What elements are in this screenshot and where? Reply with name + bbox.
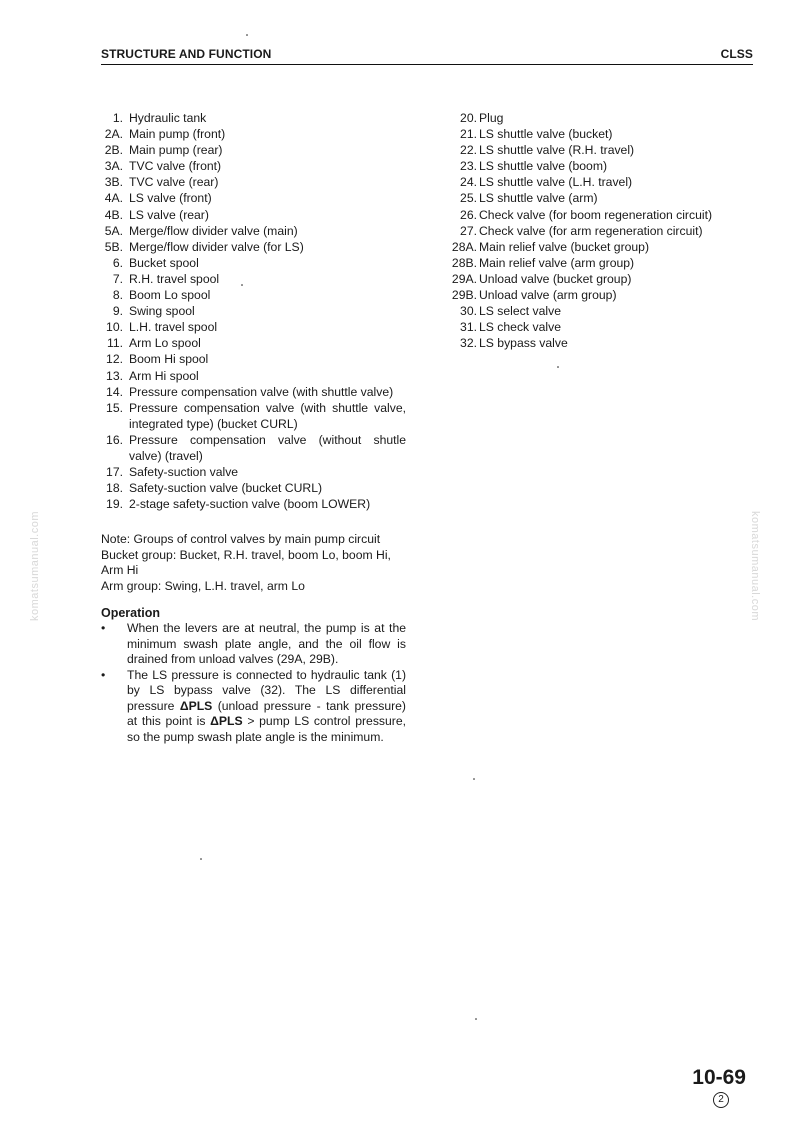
parts-list-item: [449, 174, 759, 190]
item-number: 2A.: [104, 127, 123, 142]
item-number: 5A.: [104, 223, 123, 238]
watermark-left: komatsumanual.com: [29, 511, 41, 621]
item-label: Plug: [479, 111, 504, 125]
bullet-text: (unload pressure - tank pressure) at this point is: [127, 698, 406, 729]
item-label: R.H. travel spool: [129, 271, 220, 286]
parts-list-item: [449, 303, 759, 319]
parts-list-item: [101, 174, 406, 190]
page-number: 10-69: [692, 1066, 746, 1089]
parts-list-item: [101, 432, 406, 464]
parts-list-item: [101, 480, 406, 496]
delta-pls-symbol: ΔPLS: [179, 698, 213, 713]
item-number: 15.: [106, 400, 123, 415]
item-label: LS valve (front): [129, 191, 212, 206]
parts-list-item: [449, 271, 759, 287]
parts-list-item: [449, 255, 759, 271]
item-label: Arm Lo spool: [129, 336, 201, 351]
item-label: Bucket spool: [129, 255, 199, 270]
item-number: 11.: [106, 336, 123, 351]
parts-list-item: [101, 142, 406, 158]
revision-mark: 2: [713, 1092, 729, 1108]
item-number: 3A.: [104, 159, 123, 174]
item-number: 12.: [106, 352, 123, 367]
parts-list-item: [449, 239, 759, 255]
bullet-dot: •: [101, 621, 106, 636]
item-label: TVC valve (rear): [129, 175, 219, 190]
item-number: 26.: [460, 207, 477, 222]
parts-list-item: [101, 496, 406, 512]
parts-list-item: [449, 110, 759, 126]
parts-list-item: [101, 271, 406, 287]
item-number: 19.: [106, 497, 123, 512]
parts-list-right: [449, 110, 759, 351]
item-number: 8.: [112, 288, 123, 303]
parts-list-item: [449, 142, 759, 158]
item-number: 28B.: [451, 255, 477, 270]
item-label: LS shuttle valve (boom): [479, 159, 608, 174]
item-number: 16.: [106, 432, 123, 447]
note-line: Note: Groups of control valves by main pump circuit: [101, 532, 381, 547]
section-title: STRUCTURE AND FUNCTION: [101, 47, 272, 61]
item-number: 22.: [460, 143, 477, 158]
delta-pls-symbol: ΔPLS: [210, 714, 243, 729]
item-label: Safety-suction valve: [129, 465, 239, 480]
item-label: Boom Lo spool: [129, 288, 211, 303]
bullet-text: The LS pressure is connected to hydraulic tank (1) by LS bypass valve (32). The LS differential pressure: [127, 667, 406, 713]
item-label: Unload valve (bucket group): [479, 271, 632, 286]
scan-speck: [473, 778, 475, 780]
item-number: 2B.: [104, 143, 123, 158]
parts-list-item: [449, 223, 759, 239]
bullet-text: When the levers are at neutral, the pump is at the minimum swash plate angle, and the oil flow is drained from unload valves (29A, 29B).: [127, 621, 406, 667]
parts-list-item: [101, 303, 406, 319]
note-block: [101, 532, 406, 594]
item-label: LS shuttle valve (bucket): [479, 127, 613, 142]
item-label: Main pump (front): [129, 127, 226, 142]
item-number: 4A.: [104, 191, 123, 206]
scan-speck: [557, 366, 559, 368]
parts-list-item: [101, 384, 406, 400]
operation-bullet: [101, 621, 406, 668]
item-number: 1.: [112, 111, 123, 125]
item-label: Arm Hi spool: [129, 368, 199, 383]
item-number: 14.: [106, 384, 123, 399]
item-number: 25.: [460, 191, 477, 206]
item-label: LS shuttle valve (arm): [479, 191, 598, 206]
parts-list-item: [449, 190, 759, 206]
parts-list-item: [101, 223, 406, 239]
parts-list-item: [449, 287, 759, 303]
item-number: 20.: [460, 111, 477, 125]
section-code: CLSS: [720, 47, 753, 61]
item-number: 6.: [112, 255, 123, 270]
parts-list-item: [449, 207, 759, 223]
parts-list-item: [101, 464, 406, 480]
item-label: Main pump (rear): [129, 143, 223, 158]
item-label: LS valve (rear): [129, 207, 209, 222]
note-line: Arm group: Swing, L.H. travel, arm Lo: [101, 578, 305, 593]
item-number: 32.: [460, 336, 477, 351]
item-label: Merge/flow divider valve (main): [129, 223, 298, 238]
item-label: Pressure compensation valve (without shutle valve) (travel): [129, 432, 406, 463]
scan-speck: [246, 34, 248, 36]
item-label: LS shuttle valve (L.H. travel): [479, 175, 633, 190]
item-number: 27.: [460, 223, 477, 238]
item-number: 18.: [106, 481, 123, 496]
page-header: [101, 46, 753, 65]
parts-list-item: [101, 255, 406, 271]
watermark-right: komatsumanual.com: [749, 511, 761, 621]
bullet-dot: •: [101, 667, 106, 682]
item-label: Main relief valve (bucket group): [479, 239, 650, 254]
item-number: 10.: [106, 320, 123, 335]
parts-list-item: [101, 400, 406, 432]
item-number: 24.: [460, 175, 477, 190]
item-label: Safety-suction valve (bucket CURL): [129, 481, 323, 496]
item-number: 23.: [460, 159, 477, 174]
item-label: Main relief valve (arm group): [479, 255, 635, 270]
parts-list-item: [449, 319, 759, 335]
item-label: Hydraulic tank: [129, 111, 207, 125]
item-number: 7.: [112, 271, 123, 286]
parts-list-item: [101, 126, 406, 142]
parts-list-item: [449, 126, 759, 142]
item-number: 17.: [106, 465, 123, 480]
parts-list-item: [101, 368, 406, 384]
item-label: LS check valve: [479, 320, 561, 335]
item-label: Merge/flow divider valve (for LS): [129, 239, 304, 254]
item-label: Check valve (for arm regeneration circuit): [479, 223, 703, 238]
scan-speck: [241, 284, 243, 286]
item-label: Unload valve (arm group): [479, 288, 617, 303]
parts-list-item: [101, 158, 406, 174]
note-line: Bucket group: Bucket, R.H. travel, boom Lo, boom Hi, Arm Hi: [101, 547, 391, 578]
item-label: Swing spool: [129, 304, 195, 319]
item-number: 29B.: [451, 288, 477, 303]
parts-list-item: [101, 319, 406, 335]
item-number: 21.: [460, 127, 477, 142]
item-label: Pressure compensation valve (with shuttle valve): [129, 384, 394, 399]
item-label: LS shuttle valve (R.H. travel): [479, 143, 635, 158]
item-number: 13.: [106, 368, 123, 383]
bullet-text: > pump LS control pressure, so the pump swash plate angle is the minimum.: [127, 714, 407, 744]
scan-speck: [475, 1018, 477, 1020]
parts-list-item: [101, 335, 406, 351]
parts-list-item: [101, 351, 406, 367]
parts-list-item: [449, 158, 759, 174]
item-number: 28A.: [451, 239, 477, 254]
parts-list-item: [101, 207, 406, 223]
item-label: Boom Hi spool: [129, 352, 209, 367]
item-label: 2-stage safety-suction valve (boom LOWER): [129, 497, 371, 512]
item-number: 5B.: [104, 239, 123, 254]
item-number: 30.: [460, 304, 477, 319]
item-number: 3B.: [104, 175, 123, 190]
scan-speck: [200, 858, 202, 860]
parts-list-item: [101, 190, 406, 206]
item-label: Check valve (for boom regeneration circuit): [479, 207, 713, 222]
item-number: 9.: [112, 304, 123, 319]
parts-list-item: [101, 110, 406, 126]
item-label: LS bypass valve: [479, 336, 568, 351]
parts-list-item: [101, 239, 406, 255]
item-label: LS select valve: [479, 304, 561, 319]
parts-list-left: [101, 110, 406, 745]
parts-list-item: [101, 287, 406, 303]
item-number: 4B.: [104, 207, 123, 222]
operation-heading: Operation: [101, 606, 161, 621]
item-number: 31.: [460, 320, 477, 335]
operation-bullet: [101, 668, 406, 746]
item-label: Pressure compensation valve (with shuttle valve, integrated type) (bucket CURL): [129, 400, 406, 431]
item-label: L.H. travel spool: [129, 320, 218, 335]
parts-list-item: [449, 335, 759, 351]
item-number: 29A.: [451, 271, 477, 286]
item-label: TVC valve (front): [129, 159, 222, 174]
